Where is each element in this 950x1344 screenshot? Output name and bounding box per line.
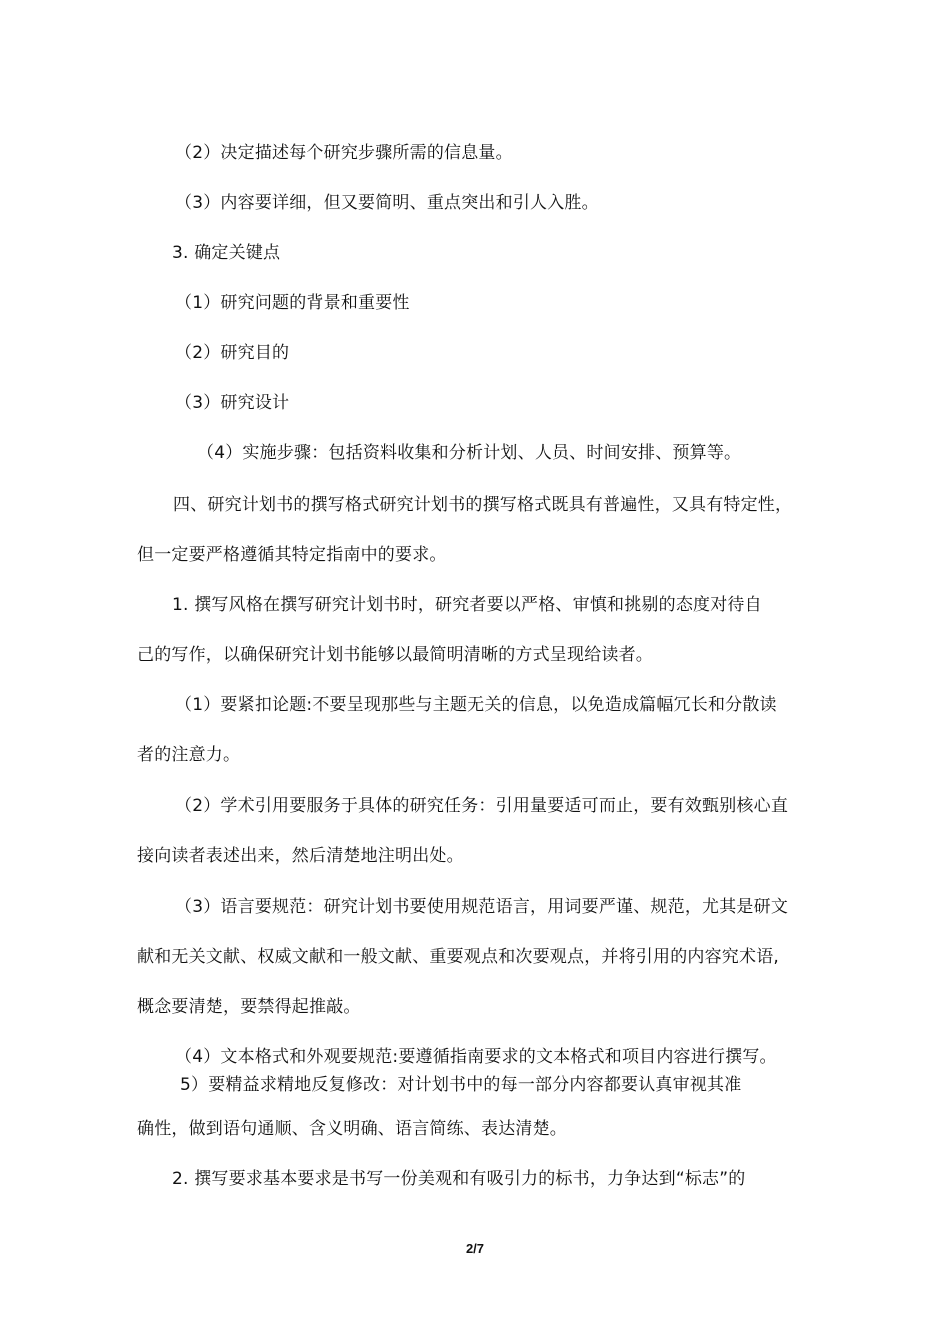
text-line: （3）内容要详细，但又要简明、重点突出和引人入胜。 [175, 193, 599, 213]
paragraph-line: 确性，做到语句通顺、含义明确、语言简练、表达清楚。 [137, 1119, 567, 1139]
paragraph-line: 四、研究计划书的撰写格式研究计划书的撰写格式既具有普遍性，又具有特定性， [173, 495, 793, 515]
paragraph-line: 献和无关文献、权威文献和一般文献、重要观点和次要观点，并将引用的内容究术语, [137, 947, 780, 967]
paragraph-line: 概念要清楚，要禁得起推敲。 [137, 997, 361, 1017]
section-heading: 3. 确定关键点 [172, 243, 281, 263]
text-line: （2）研究目的 [175, 343, 290, 363]
paragraph-line: （3）语言要规范：研究计划书要使用规范语言，用词要严谨、规范，尤其是研文 [175, 897, 789, 917]
text-line: （2）决定描述每个研究步骤所需的信息量。 [175, 143, 513, 163]
text-line: （4）实施步骤：包括资料收集和分析计划、人员、时间安排、预算等。 [197, 443, 742, 463]
page-number: 2/7 [465, 1241, 485, 1256]
paragraph-line: 1. 撰写风格在撰写研究计划书时，研究者要以严格、审慎和挑剔的态度对待自 [172, 595, 762, 615]
paragraph-line: 5）要精益求精地反复修改：对计划书中的每一部分内容都要认真审视其准 [180, 1075, 742, 1095]
paragraph-line: 己的写作，以确保研究计划书能够以最简明清晰的方式呈现给读者。 [137, 645, 653, 665]
paragraph-line: 者的注意力。 [137, 745, 241, 765]
paragraph-line: 接向读者表述出来，然后清楚地注明出处。 [137, 846, 464, 866]
paragraph-line: 2. 撰写要求基本要求是书写一份美观和有吸引力的标书，力争达到“标志”的 [172, 1169, 746, 1189]
text-line: （3）研究设计 [175, 393, 290, 413]
paragraph-line: （2）学术引用要服务于具体的研究任务：引用量要适可而止，要有效甄别核心直 [175, 796, 789, 816]
text-line: （1）研究问题的背景和重要性 [175, 293, 410, 313]
paragraph-line: 但一定要严格遵循其特定指南中的要求。 [137, 545, 447, 565]
paragraph-line: （1）要紧扣论题:不要呈现那些与主题无关的信息，以免造成篇幅冗长和分散读 [175, 695, 777, 715]
paragraph-line: （4）文本格式和外观要规范:要遵循指南要求的文本格式和项目内容进行撰写。 [175, 1047, 777, 1067]
